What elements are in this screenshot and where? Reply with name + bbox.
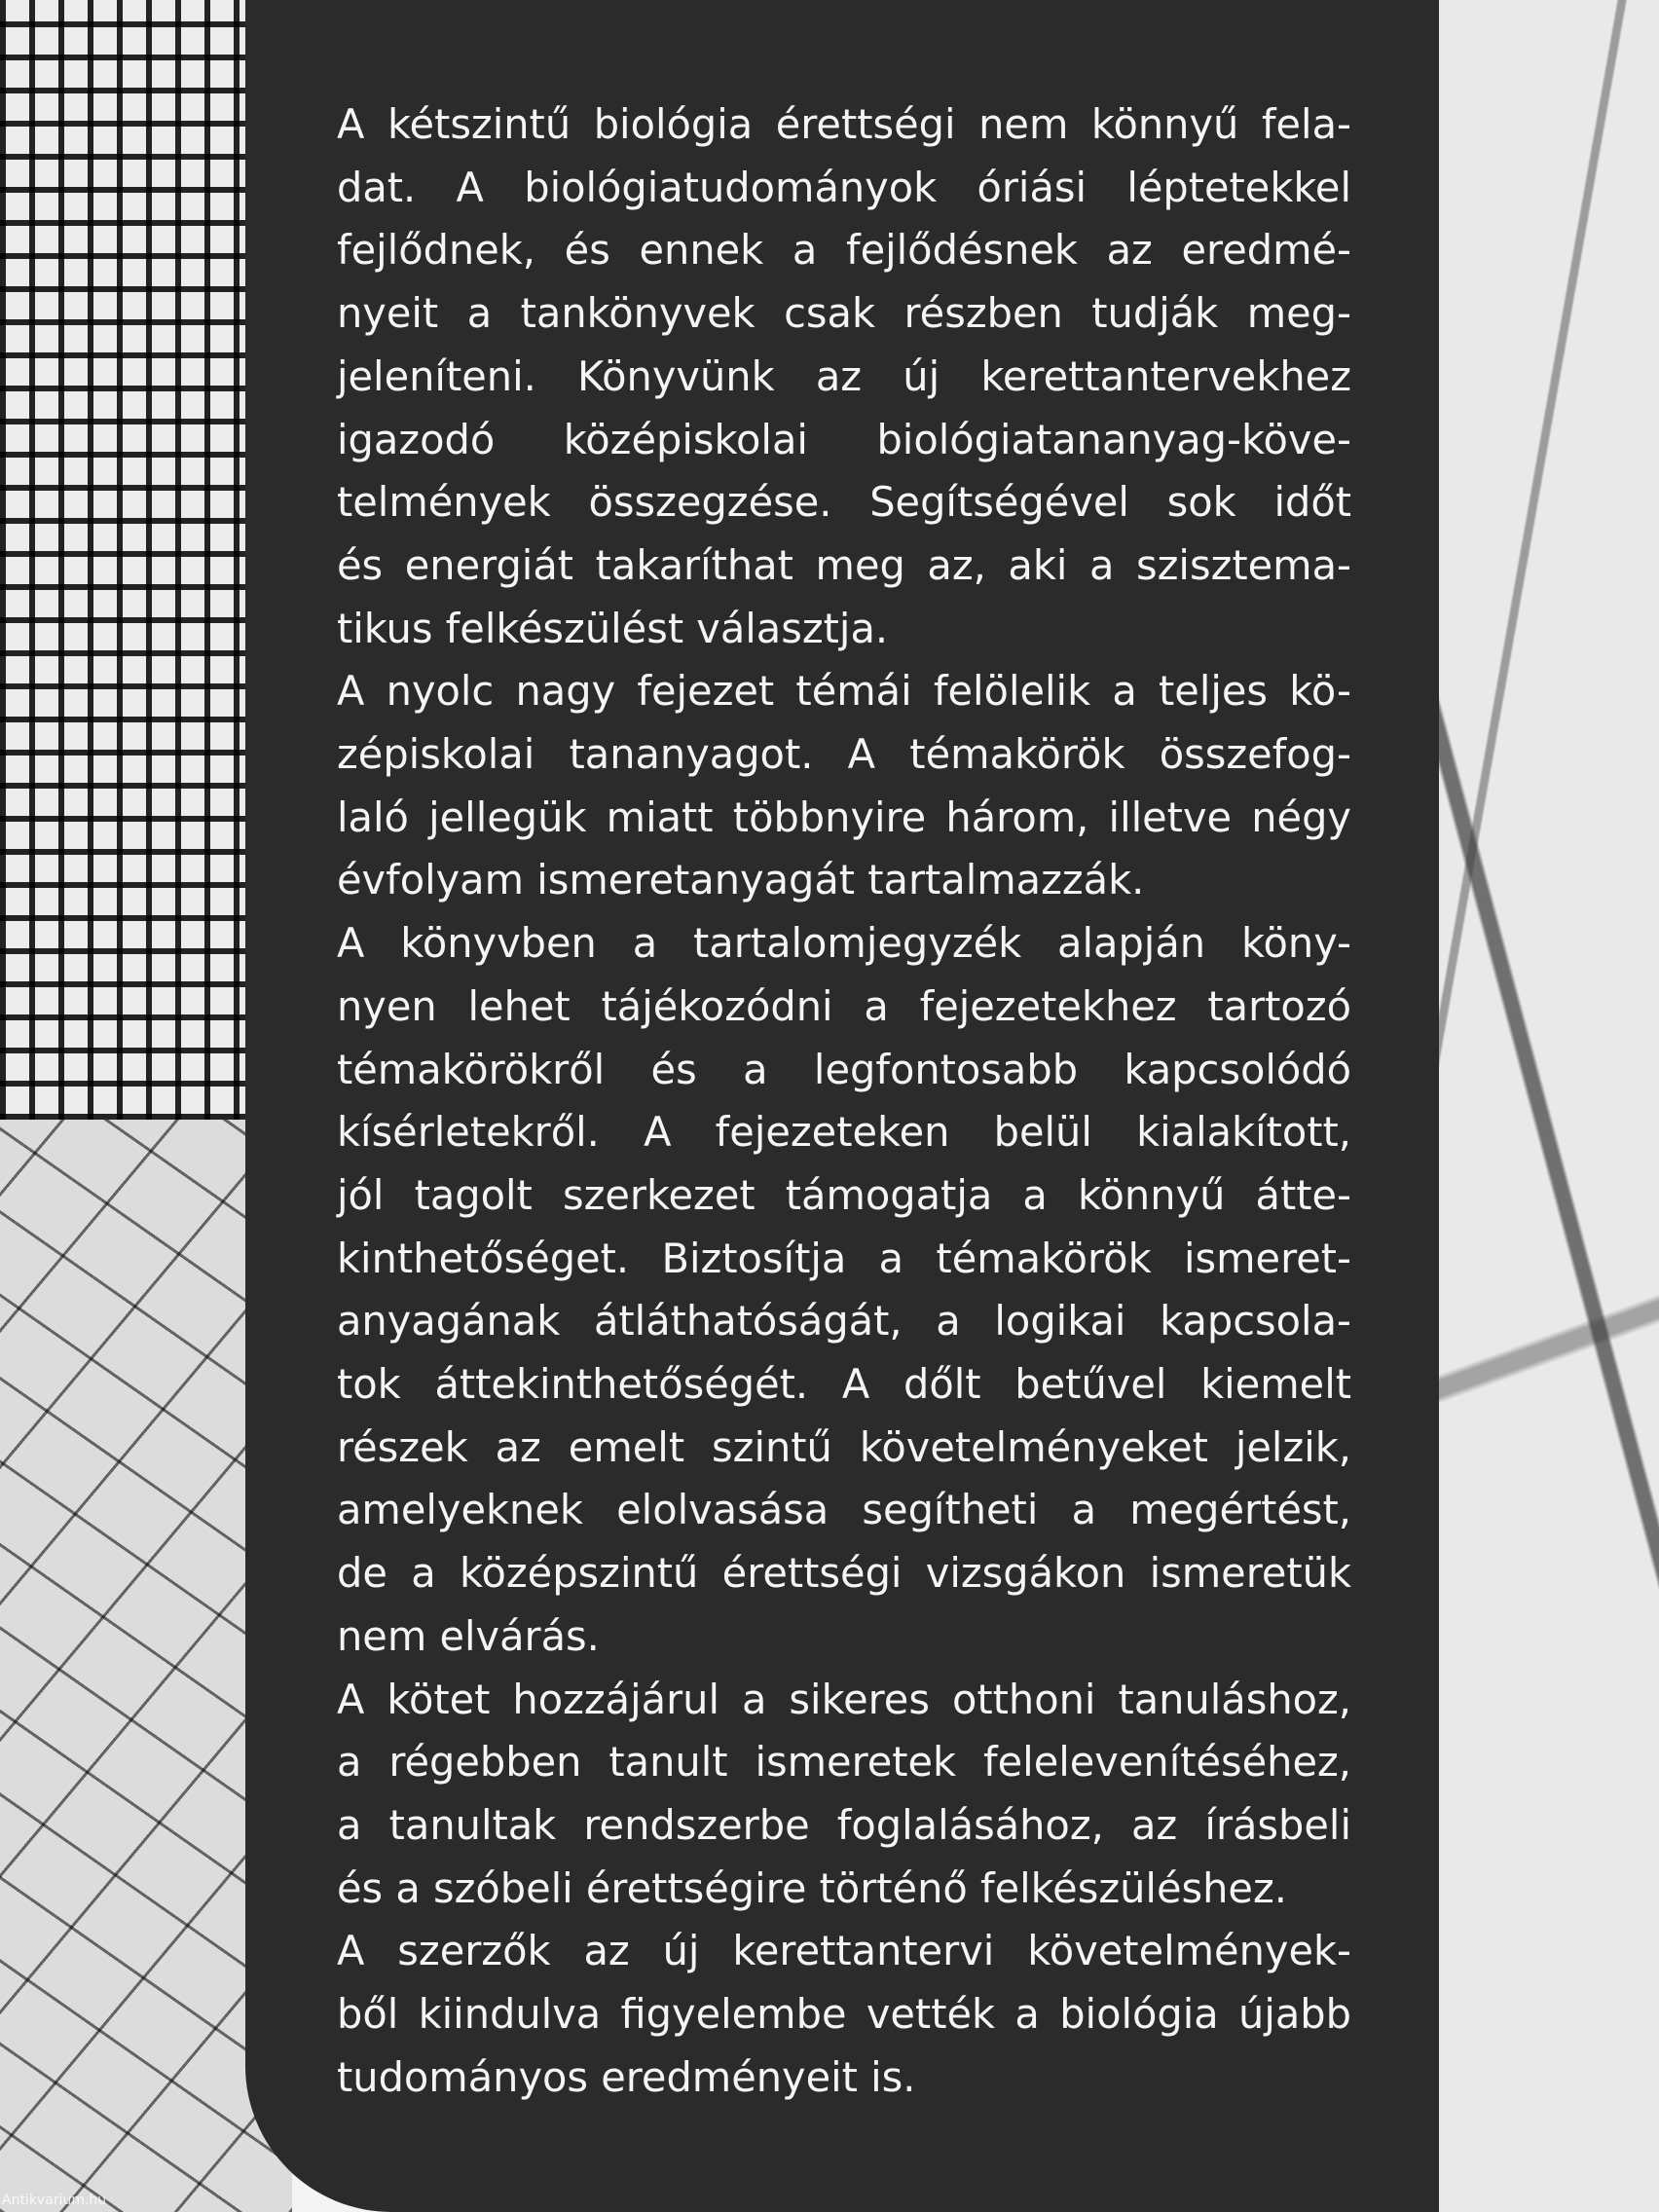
text-line: nyen lehet tájékozódni a fejezetekhez tartozó xyxy=(337,981,1351,1030)
text-line: kísérletekről. A fejezeteken belül kialakított, xyxy=(337,1108,1351,1157)
text-line: tikus felkészülést választja. xyxy=(337,604,889,652)
text-line: és energiát takaríthat meg az, aki a szisztema- xyxy=(337,540,1351,589)
paragraph-1 xyxy=(337,93,1351,660)
paragraph-4 xyxy=(337,1669,1351,1921)
text-line: A nyolc nagy fejezet témái felölelik a teljes kö- xyxy=(337,667,1351,716)
text-line: fejlődnek, és ennek a fejlődésnek az eredmé- xyxy=(337,226,1351,275)
text-line: a tanultak rendszerbe foglalásához, az írásbeli xyxy=(337,1800,1351,1849)
text-line: laló jellegük miatt többnyire három, illetve négy xyxy=(337,793,1351,841)
text-line: részek az emelt szintű követelményeket jelzik, xyxy=(337,1422,1351,1471)
text-line: évfolyam ismeretanyagát tartalmazzák. xyxy=(337,856,1145,904)
watermark-text: Antikvarium.hu xyxy=(2,2193,107,2208)
text-line: A könyvben a tartalomjegyzék alapján köny- xyxy=(337,919,1351,968)
text-line: amelyeknek elolvasása segítheti a megértést, xyxy=(337,1486,1351,1534)
text-line: jeleníteni. Könyvünk az új kerettantervekhez xyxy=(337,351,1351,400)
text-line: igazodó középiskolai biológiatananyag-köve- xyxy=(337,415,1351,463)
text-line: kinthetőséget. Biztosítja a témakörök ismeret- xyxy=(337,1234,1351,1282)
text-line: ből kiindulva figyelembe vették a biológia újabb xyxy=(337,1990,1351,2039)
background-fungal-hyphae-image xyxy=(1431,0,1659,2212)
text-line: zépiskolai tananyagot. A témakörök összefog- xyxy=(337,730,1351,779)
text-line: a régebben tanult ismeretek felelevenítéséhez, xyxy=(337,1738,1351,1787)
paragraph-3 xyxy=(337,912,1351,1668)
text-line: A szerzők az új kerettantervi követelmények- xyxy=(337,1927,1351,1975)
paragraph-5 xyxy=(337,1920,1351,2109)
text-line: anyagának átláthatóságát, a logikai kapcsola- xyxy=(337,1297,1351,1346)
back-cover-blurb xyxy=(337,93,1351,2110)
text-line: telmények összegzése. Segítségével sok időt xyxy=(337,478,1351,527)
text-line: A kétszintű biológia érettségi nem könnyű fela- xyxy=(337,100,1351,148)
text-line: nyeit a tankönyvek csak részben tudják meg- xyxy=(337,289,1351,338)
text-line: témakörökről és a legfontosabb kapcsolódó xyxy=(337,1045,1351,1093)
text-line: tok áttekinthetőségét. A dőlt betűvel kiemelt xyxy=(337,1360,1351,1409)
text-line: és a szóbeli érettségire történő felkészüléshez. xyxy=(337,1863,1287,1912)
text-line: de a középszintű érettségi vizsgákon ismeretük xyxy=(337,1549,1351,1598)
text-line: tudományos eredményeit is. xyxy=(337,2052,916,2101)
text-line: jól tagolt szerkezet támogatja a könnyű átte- xyxy=(337,1170,1351,1219)
paragraph-2 xyxy=(337,660,1351,912)
text-line: A kötet hozzájárul a sikeres otthoni tanuláshoz, xyxy=(337,1675,1351,1723)
text-line: nem elvárás. xyxy=(337,1611,600,1660)
text-line: dat. A biológiatudományok óriási léptetekkel xyxy=(337,163,1351,211)
